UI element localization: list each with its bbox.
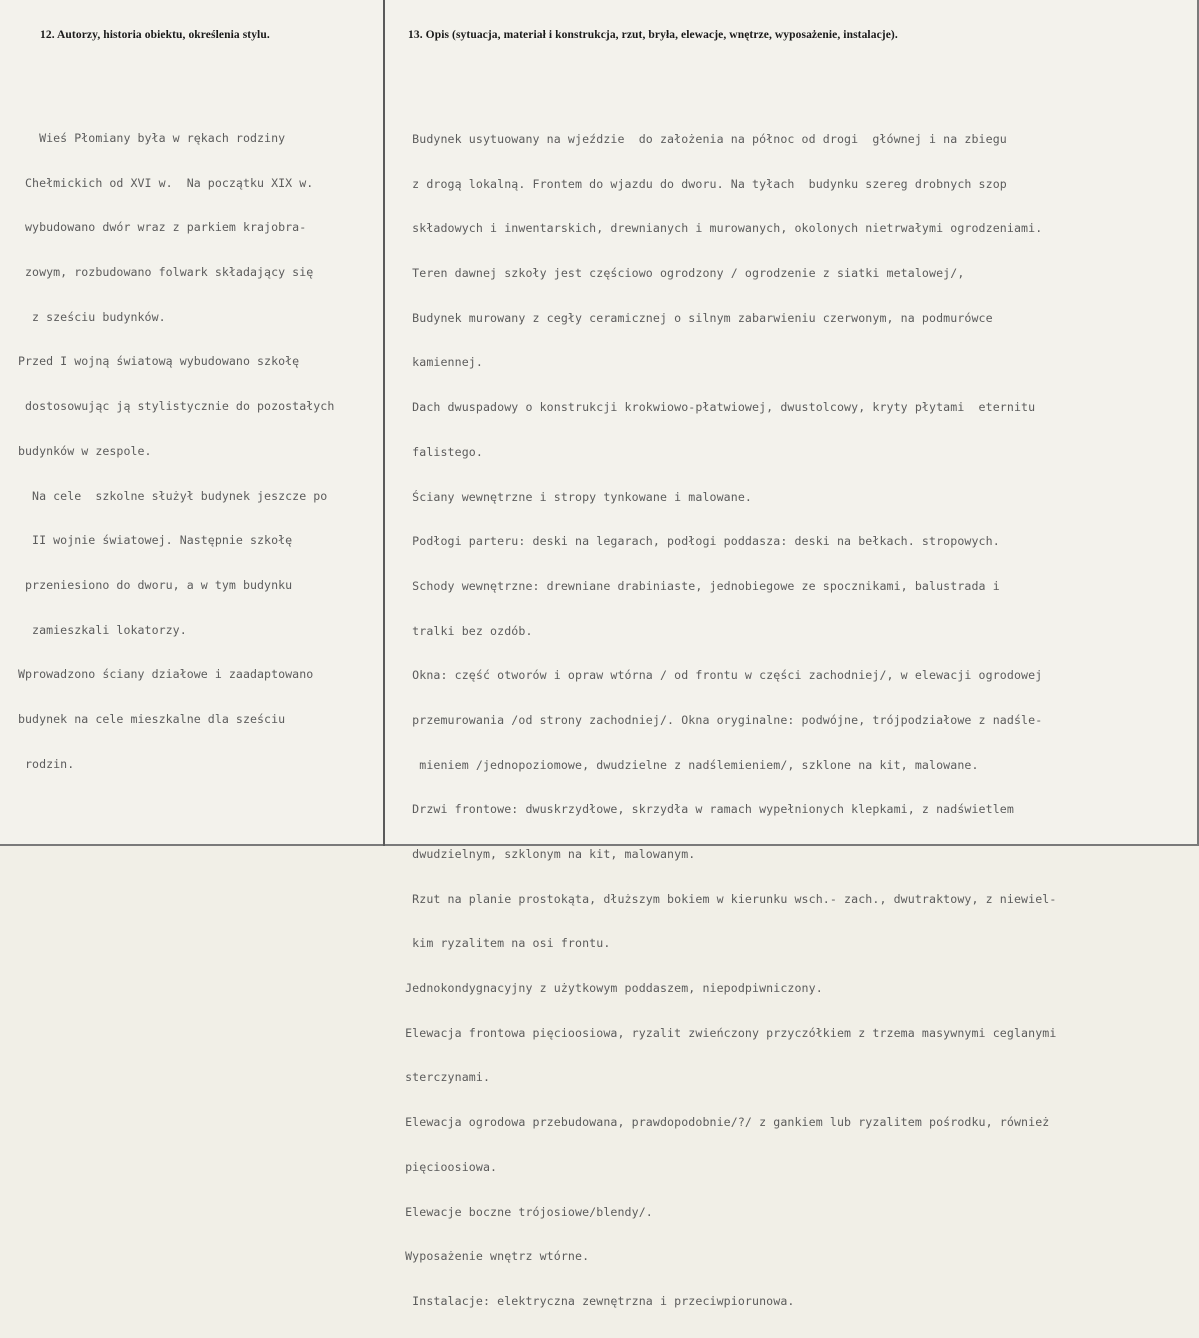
text-line: Budynek usytuowany na wjeździe do założenia na północ od drogi głównej i na zbiegu — [398, 132, 1007, 146]
text-line: Elewacje boczne trójosiowe/blendy/. — [398, 1204, 653, 1219]
text-line: przemurowania /od strony zachodniej/. Okna oryginalne: podwójne, trójpodziałowe z nadśle- — [398, 712, 1043, 727]
text-line: zamieszkali lokatorzy. — [18, 622, 187, 637]
text-line: Rzut na planie prostokąta, dłuższym bokiem w kierunku wsch.- zach., dwutraktowy, z niewiel- — [398, 891, 1057, 906]
section-12-heading: 12. Autorzy, historia obiektu, określenia stylu. — [40, 29, 270, 41]
text-line: Schody wewnętrzne: drewniane drabiniaste, jednobiegowe ze spocznikami, balustrada i — [398, 578, 1000, 593]
text-line: zowym, rozbudowano folwark składający się — [18, 265, 314, 280]
text-line: dwudzielnym, szklonym na kit, malowanym. — [398, 847, 696, 861]
section-13-heading: 13. Opis (sytuacja, materiał i konstrukcja, rzut, bryła, elewacje, wnętrze, wyposażenie, instalacje). — [408, 29, 898, 41]
text-line: Wieś Płomiany była w rękach rodziny — [18, 131, 286, 145]
text-line: przeniesiono do dworu, a w tym budynku — [18, 577, 293, 592]
text-line: falistego. — [398, 444, 483, 459]
text-line: Przed I wojną światową wybudowano szkołę — [18, 354, 300, 369]
text-line: Teren dawnej szkoły jest częściowo ogrodzony / ogrodzenie z siatki metalowej/, — [398, 266, 965, 281]
text-line: składowych i inwentarskich, drewnianych i murowanych, okolonych nietrwałymi ogrodzeniami. — [398, 221, 1043, 236]
text-line: budynków w zespole. — [18, 443, 152, 458]
text-line: Budynek murowany z cegły ceramicznej o silnym zabarwieniu czerwonym, na podmurówce — [398, 310, 993, 325]
text-line: Elewacja ogrodowa przebudowana, prawdopodobnie/?/ z gankiem lub ryzalitem pośrodku, również — [398, 1115, 1050, 1130]
text-line: pięcioosiowa. — [398, 1159, 498, 1174]
text-line: Jednokondygnacyjny z użytkowym poddaszem, niepodpiwniczony. — [398, 981, 823, 996]
text-line: kim ryzalitem na osi frontu. — [398, 936, 611, 951]
text-line: Ściany wewnętrzne i stropy tynkowane i malowane. — [398, 489, 753, 504]
text-line: mieniem /jednopoziomowe, dwudzielne z nadślemieniem/, szklone na kit, malowane. — [398, 757, 979, 772]
text-line: z sześciu budynków. — [18, 309, 166, 324]
text-line: Wprowadzono ściany działowe i zaadaptowano — [18, 667, 314, 682]
text-line: Okna: część otworów i opraw wtórna / od frontu w części zachodniej/, w elewacji ogrodowej — [398, 668, 1043, 683]
text-line: dostosowując ją stylistycznie do pozostałych — [18, 399, 335, 414]
text-line: kamiennej. — [398, 355, 483, 370]
text-line: tralki bez ozdób. — [398, 623, 533, 638]
text-line: rodzin. — [18, 756, 75, 771]
text-line: Drzwi frontowe: dwuskrzydłowe, skrzydła w ramach wypełnionych klepkami, z nadświetlem — [398, 802, 1014, 817]
text-line: sterczynami. — [398, 1070, 491, 1085]
text-line: budynek na cele mieszkalne dla sześciu — [18, 711, 286, 726]
text-line: Podłogi parteru: deski na legarach, podłogi poddasza: deski na bełkach. stropowych. — [398, 534, 1000, 549]
text-line: II wojnie światowej. Następnie szkołę — [18, 533, 293, 548]
text-line: Chełmickich od XVI w. Na początku XIX w. — [18, 175, 314, 190]
text-line: Na cele szkolne służył budynek jeszcze po — [18, 488, 328, 503]
text-line: Instalacje: elektryczna zewnętrzna i przeciwpiorunowa. — [398, 1293, 795, 1308]
column-divider — [383, 0, 385, 846]
section-12-typed-text — [18, 102, 334, 800]
text-line: wybudowano dwór wraz z parkiem krajobra- — [18, 220, 307, 235]
text-line: Dach dwuspadowy o konstrukcji krokwiowo-płatwiowej, dwustolcowy, kryty płytami eternitu — [398, 400, 1036, 415]
text-line: Elewacja frontowa pięcioosiowa, ryzalit zwieńczony przyczółkiem z trzema masywnymi ceglanymi — [398, 1025, 1057, 1040]
text-line: Wyposażenie wnętrz wtórne. — [398, 1249, 590, 1264]
section-13-typed-text — [398, 103, 1056, 1338]
text-line: z drogą lokalną. Frontem do wjazdu do dworu. Na tyłach budynku szereg drobnych szop — [398, 176, 1007, 191]
